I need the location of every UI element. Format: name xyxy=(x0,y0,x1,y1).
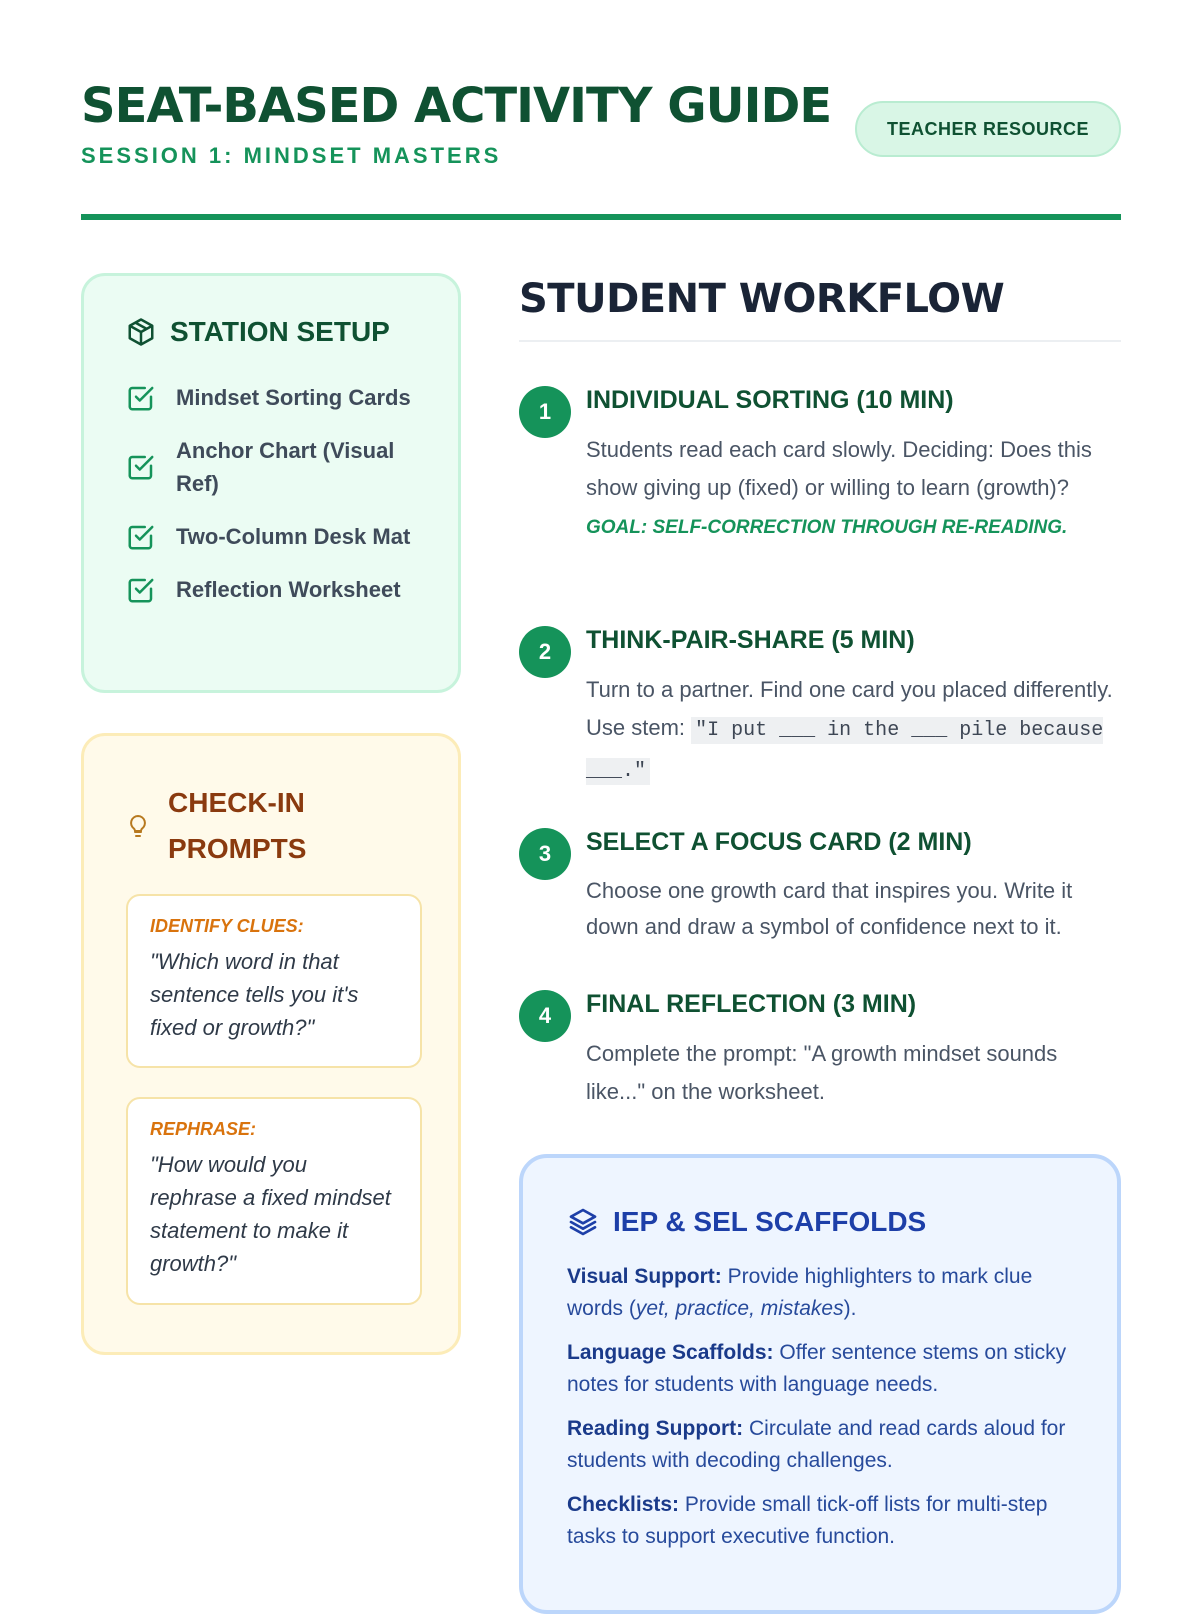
step-number-badge: 1 xyxy=(519,386,571,438)
prompt-card xyxy=(126,1097,422,1305)
step-number-badge: 4 xyxy=(519,990,571,1042)
step-title: FINAL REFLECTION (3 MIN) xyxy=(586,990,917,1018)
step-goal: GOAL: SELF-CORRECTION THROUGH RE-READING. xyxy=(586,517,1068,538)
station-checklist xyxy=(126,381,436,626)
iep-item-text: Offer sentence stems on sticky notes for students with language needs. xyxy=(567,1341,1067,1396)
check-in-prompts-card xyxy=(81,733,461,1355)
checkbox-checked-icon xyxy=(126,452,156,482)
page-title: SEAT-BASED ACTIVITY GUIDE xyxy=(81,78,832,134)
checklist-item-label: Mindset Sorting Cards xyxy=(176,385,411,410)
iep-item-text: Provide small tick-off lists for multi-step tasks to support executive function. xyxy=(567,1493,1048,1548)
prompt-text: "Which word in that sentence tells you it's fixed or growth?" xyxy=(150,949,359,1040)
step-description xyxy=(586,671,1116,791)
step-title: INDIVIDUAL SORTING (10 MIN) xyxy=(586,386,954,414)
checkbox-checked-icon xyxy=(126,522,156,552)
station-setup-card xyxy=(81,273,461,693)
checklist-item xyxy=(126,520,436,553)
prompt-text: "How would you rephrase a fixed mindset statement to make it growth?" xyxy=(150,1152,391,1276)
prompt-card xyxy=(126,894,422,1068)
checklist-item xyxy=(126,573,436,606)
iep-item-reading xyxy=(567,1413,1067,1477)
iep-item-label: Language Scaffolds: xyxy=(567,1341,774,1364)
checkbox-checked-icon xyxy=(126,575,156,605)
iep-title: IEP & SEL SCAFFOLDS xyxy=(613,1206,927,1237)
header xyxy=(81,78,1121,218)
step-number-badge: 3 xyxy=(519,828,571,880)
activity-guide-page xyxy=(81,0,1121,1600)
checklist-item xyxy=(126,381,436,414)
iep-item-label: Visual Support: xyxy=(567,1265,722,1288)
iep-item-visual xyxy=(567,1261,1067,1325)
iep-heading xyxy=(567,1206,926,1238)
iep-item-text: Provide highlighters to mark clue words ( xyxy=(567,1265,1033,1320)
teacher-resource-badge: TEACHER RESOURCE xyxy=(855,101,1121,157)
workflow-step xyxy=(519,386,1121,586)
clue-word-examples: yet, practice, mistakes xyxy=(635,1297,844,1320)
checklist-item-label: Anchor Chart (Visual Ref) xyxy=(176,438,395,496)
check-in-title: CHECK-IN PROMPTS xyxy=(168,787,307,864)
station-setup-heading xyxy=(126,316,390,348)
step-number-badge: 2 xyxy=(519,626,571,678)
cube-icon xyxy=(126,317,156,347)
sentence-stem-code: "I put ___ in the ___ pile because ___." xyxy=(586,719,1104,783)
step-description: Complete the prompt: "A growth mindset sounds like..." on the worksheet. xyxy=(586,1041,1058,1104)
workflow-step xyxy=(519,828,1121,958)
workflow-title: STUDENT WORKFLOW xyxy=(519,276,1005,322)
workflow-step xyxy=(519,990,1121,1120)
station-setup-title: STATION SETUP xyxy=(170,316,390,347)
checklist-item-label: Two-Column Desk Mat xyxy=(176,524,411,549)
step-description-text: Turn to a partner. Find one card you placed differently. Use stem: xyxy=(586,677,1113,740)
prompt-label: IDENTIFY CLUES: xyxy=(150,916,304,936)
workflow-step xyxy=(519,626,1121,786)
iep-item-language xyxy=(567,1337,1067,1401)
step-title: SELECT A FOCUS CARD (2 MIN) xyxy=(586,828,972,856)
step-title: THINK-PAIR-SHARE (5 MIN) xyxy=(586,626,915,654)
checklist-item-label: Reflection Worksheet xyxy=(176,577,401,602)
step-description: Choose one growth card that inspires you. Write it down and draw a symbol of confidence next to it. xyxy=(586,878,1073,939)
step-description xyxy=(586,431,1116,543)
prompt-label: REPHRASE: xyxy=(150,1119,257,1139)
step-description-text: Students read each card slowly. Deciding: Does this show giving up (fixed) or willing to learn (growth)? xyxy=(586,437,1092,500)
layers-icon xyxy=(567,1206,599,1238)
iep-item-label: Checklists: xyxy=(567,1493,680,1516)
page-subtitle: SESSION 1: MINDSET MASTERS xyxy=(81,143,502,168)
iep-item-text: Circulate and read cards aloud for students with decoding challenges. xyxy=(567,1417,1066,1472)
iep-item-label: Reading Support: xyxy=(567,1417,744,1440)
header-divider xyxy=(81,214,1121,220)
workflow-divider xyxy=(519,340,1121,342)
checkbox-checked-icon xyxy=(126,383,156,413)
iep-item-checklists xyxy=(567,1489,1067,1553)
iep-list xyxy=(567,1261,1067,1565)
lightbulb-icon xyxy=(126,811,150,841)
check-in-heading xyxy=(126,780,338,872)
iep-item-text-end: ). xyxy=(843,1297,857,1320)
checklist-item xyxy=(126,434,436,500)
iep-scaffolds-card xyxy=(519,1154,1121,1614)
